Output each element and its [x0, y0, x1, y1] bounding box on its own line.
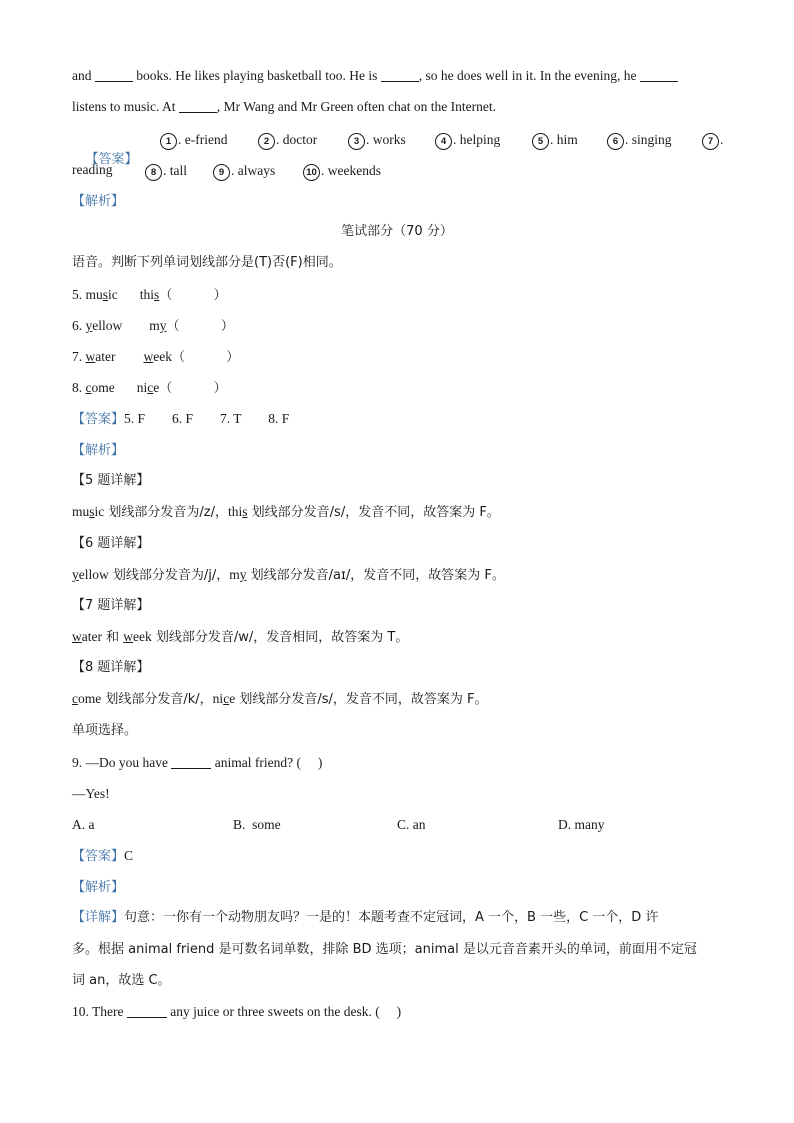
underlined-letter: s	[102, 287, 109, 302]
word-b	[143, 349, 171, 364]
circled-number: 6	[607, 133, 624, 150]
answer-item	[532, 131, 578, 150]
underlined-letter: y	[159, 318, 167, 333]
detail-text: 划线部分发音为/z/，	[104, 505, 228, 520]
answer-word: . helping	[453, 132, 501, 147]
detail-body	[72, 689, 487, 710]
word-a	[86, 380, 115, 395]
word-part: m	[229, 567, 240, 582]
answer-item	[213, 162, 275, 181]
fill-blank	[95, 67, 133, 82]
underlined-letter: c	[85, 380, 92, 395]
word-part: mu	[72, 504, 90, 519]
circled-number: 5	[532, 133, 549, 150]
answer-word: . always	[231, 163, 276, 178]
circled-number: 2	[258, 133, 275, 150]
question-10-stem	[72, 1002, 401, 1022]
word-part: ni	[212, 691, 224, 706]
word-part: m	[149, 318, 160, 333]
fill-blank	[640, 67, 678, 82]
answer-word: . e-friend	[178, 132, 228, 147]
word-a	[86, 318, 123, 333]
q9-stem-post: animal friend? ( )	[211, 755, 323, 770]
answer-parentheses: （ ）	[159, 288, 227, 303]
circled-number: 10	[303, 164, 320, 181]
detail-text: 和	[101, 630, 124, 645]
fill-blank	[381, 67, 419, 82]
word-part: ome	[91, 380, 115, 395]
passage-text: books. He likes playing basketball too. He is	[132, 68, 381, 83]
passage-text: and	[72, 68, 95, 83]
item-number: 5.	[72, 287, 86, 302]
q9-answer: C	[124, 848, 134, 863]
question-9-reply: —Yes!	[72, 786, 110, 801]
item-number: 6.	[72, 318, 86, 333]
detail-text: 划线部分发音为/j/，	[108, 568, 230, 583]
answer-tag: 【答案】	[85, 152, 138, 167]
answer-word: . singing	[625, 132, 672, 147]
q9-answer-row	[72, 846, 133, 867]
q10-stem-post: any juice or three sweets on the desk. ( )	[166, 1004, 402, 1019]
detail-text: 划线部分发音/w/，发音相同，故答案为 T。	[151, 630, 409, 645]
word-b	[137, 380, 160, 395]
circled-number: 4	[435, 133, 452, 150]
word-a	[86, 349, 116, 364]
circled-number: 3	[348, 133, 365, 150]
word-part: e	[153, 380, 160, 395]
answer-item	[607, 131, 672, 150]
answer-item	[435, 131, 500, 150]
q9-detail-line-1	[72, 908, 658, 928]
underlined-letter: w	[85, 349, 96, 364]
word-part: ome	[78, 691, 102, 706]
detail-text: 划线部分发音/aɪ/，发音不同，故答案为 F。	[246, 568, 505, 583]
word-part: eek	[133, 629, 152, 644]
detail-text: 划线部分发音/k/，	[101, 692, 213, 707]
answer-parentheses: （ ）	[159, 381, 227, 396]
phonics-instruction: 语音。判断下列单词划线部分是(T)否(F)相同。	[72, 255, 342, 270]
detail-heading: 【7 题详解】	[72, 598, 150, 613]
word-part: ic	[94, 504, 105, 519]
answer-word: . him	[550, 132, 578, 147]
q9-detail-line-2: 多。根据 animal friend 是可数名词单数，排除 BD 选项；animal 是以元音音素开头的单词，前面用不定冠	[72, 942, 697, 957]
fill-blank	[171, 754, 211, 769]
detail-text: 划线部分发音/s/，发音不同，故答案为 F。	[235, 692, 488, 707]
q9-option: A. a	[72, 817, 95, 832]
answer-tag: 【答案】	[72, 849, 125, 864]
passage-line-1	[72, 66, 678, 86]
word-part: thi	[228, 504, 243, 519]
underlined-letter: y	[239, 567, 247, 582]
word-part: eek	[153, 349, 172, 364]
item-number: 7.	[72, 349, 86, 364]
passage-text: , so he does well in it. In the evening, he	[418, 68, 640, 83]
detail-tag: 【详解】	[72, 910, 125, 925]
word-b	[140, 287, 160, 302]
word-part: mu	[85, 287, 103, 302]
word-part: ni	[136, 380, 148, 395]
word-a	[86, 287, 118, 302]
answers-row-2	[72, 160, 112, 180]
answer-word: . tall	[163, 163, 187, 178]
answer-word: .	[720, 132, 724, 147]
answer-item	[702, 131, 723, 150]
phonics-item	[72, 285, 227, 306]
answer-word: . doctor	[276, 132, 318, 147]
q9-option: B. some	[233, 817, 281, 832]
underlined-letter: w	[123, 629, 133, 644]
answer-parentheses: （ ）	[166, 319, 234, 334]
detail-body	[72, 565, 505, 586]
answer-tag: 【答案】	[72, 412, 125, 427]
word-part: ater	[95, 349, 116, 364]
underlined-letter: y	[72, 567, 79, 582]
word-part: thi	[139, 287, 155, 302]
underlined-letter: c	[72, 691, 78, 706]
underlined-letter: w	[72, 629, 82, 644]
analysis-tag-3	[72, 877, 124, 898]
phonics-item	[72, 316, 234, 337]
word-part: ellow	[92, 318, 123, 333]
detail-text: 划线部分发音/s/，发音不同，故答案为 F。	[247, 505, 500, 520]
phonics-item	[72, 378, 227, 399]
q9-stem-pre: 9. —Do you have	[72, 755, 172, 770]
answer-parentheses: （ ）	[171, 350, 240, 365]
answer-word: . weekends	[321, 163, 381, 178]
q9-option: D. many	[558, 817, 605, 832]
detail-heading: 【6 题详解】	[72, 536, 150, 551]
underlined-letter: c	[223, 691, 230, 706]
detail-heading: 【8 题详解】	[72, 660, 150, 675]
answer-item	[348, 131, 406, 150]
q9-detail-line-3: 词 an，故选 C。	[72, 973, 171, 988]
answer-item	[258, 131, 317, 150]
single-choice-instruction: 单项选择。	[72, 723, 138, 738]
underlined-letter: c	[147, 380, 154, 395]
answer-word: . works	[366, 132, 406, 147]
circled-number: 7	[702, 133, 719, 150]
fill-blank	[179, 98, 217, 113]
q10-stem-pre: 10. There	[72, 1004, 127, 1019]
phonics-answer-row	[72, 409, 289, 430]
question-9-stem	[72, 753, 322, 773]
circled-number: 8	[145, 164, 162, 181]
phonics-item	[72, 347, 239, 368]
detail-heading: 【5 题详解】	[72, 473, 150, 488]
analysis-label: 【解析】	[72, 880, 125, 895]
circled-number: 1	[160, 133, 177, 150]
fill-blank	[127, 1003, 167, 1018]
detail-body	[72, 627, 408, 648]
word-part: e	[229, 691, 236, 706]
word-b	[149, 318, 166, 333]
answer-item	[303, 162, 381, 181]
analysis-tag-1	[72, 191, 124, 212]
passage-text: listens to music. At	[72, 99, 179, 114]
word-part: ellow	[78, 567, 109, 582]
underlined-letter: s	[154, 287, 160, 302]
passage-text: , Mr Wang and Mr Green often chat on the Internet.	[216, 99, 496, 114]
passage-line-2	[72, 97, 496, 117]
analysis-tag-2	[72, 440, 124, 461]
analysis-label: 【解析】	[72, 194, 125, 209]
word-part: ic	[108, 287, 118, 302]
detail-body	[72, 502, 500, 523]
underlined-letter: y	[85, 318, 93, 333]
analysis-label: 【解析】	[72, 443, 125, 458]
answer-item	[160, 131, 227, 150]
underlined-letter: s	[242, 504, 248, 519]
detail-text: 句意：一你有一个动物朋友吗？一是的！本题考查不定冠词，A 一个，B 一些，C 一个，D 许	[124, 910, 659, 925]
phonics-answer: 5. F 6. F 7. T 8. F	[124, 411, 290, 426]
underlined-letter: w	[143, 349, 154, 364]
word-part: ater	[81, 629, 102, 644]
circled-number: 9	[213, 164, 230, 181]
answer-continued-word: reading	[72, 162, 113, 177]
answer-item	[145, 162, 187, 181]
q9-option: C. an	[397, 817, 426, 832]
item-number: 8.	[72, 380, 86, 395]
section-title: 笔试部分（70 分）	[341, 224, 453, 239]
underlined-letter: s	[89, 504, 95, 519]
